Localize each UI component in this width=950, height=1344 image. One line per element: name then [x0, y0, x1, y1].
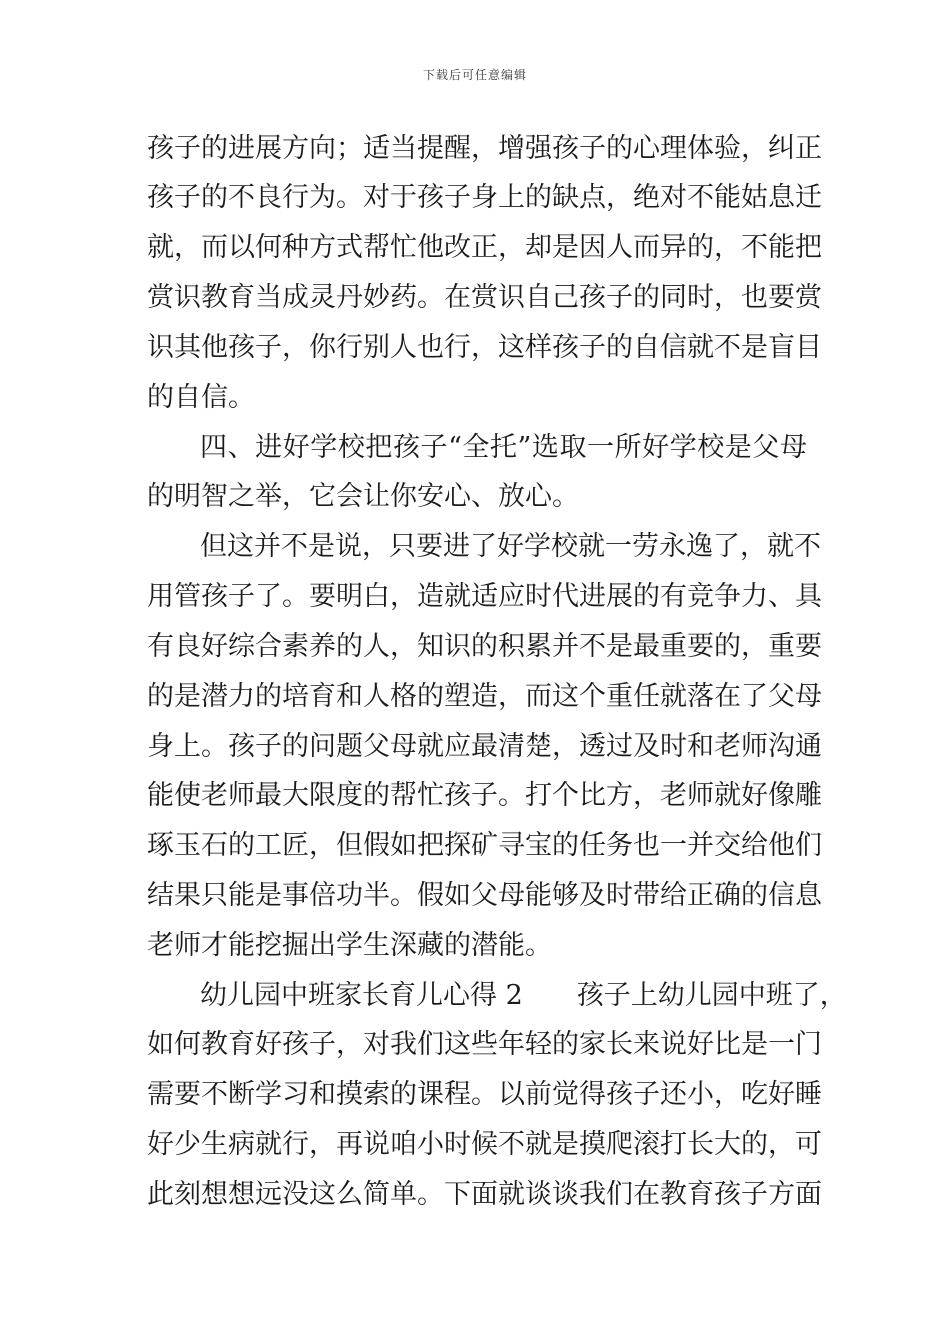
text-line: 身上。孩子的问题父母就应最清楚，透过及时和老师沟通	[147, 731, 822, 762]
text-line: 识其他孩子，你行别人也行，这样孩子的自信就不是盲目	[147, 332, 822, 363]
text-line: 好少生病就行，再说咱小时候不就是摸爬滚打长大的，可	[147, 1129, 822, 1160]
text-line: 就，而以何种方式帮忙他改正，却是因人而异的，不能把	[147, 232, 822, 263]
text-line: 用管孩子了。要明白，造就适应时代进展的有竞争力、具	[147, 581, 822, 612]
text-line: 但这并不是说，只要进了好学校就一劳永逸了，就不	[200, 531, 821, 562]
text-line: 幼儿园中班家长育儿心得 2 孩子上幼儿园中班了，	[200, 980, 847, 1011]
text-line: 四、进好学校把孩子“全托”选取一所好学校是父母	[200, 432, 807, 463]
text-line: 的自信。	[147, 382, 255, 413]
text-line: 如何教育好孩子，对我们这些年轻的家长来说好比是一门	[147, 1029, 822, 1060]
text-line: 此刻想想远没这么简单。下面就谈谈我们在教育孩子方面	[147, 1179, 822, 1210]
text-line: 老师才能挖掘出学生深藏的潜能。	[147, 930, 552, 961]
text-line: 能使老师最大限度的帮忙孩子。打个比方，老师就好像雕	[147, 780, 822, 811]
text-line: 孩子的不良行为。对于孩子身上的缺点，绝对不能姑息迁	[147, 182, 822, 213]
text-line: 孩子的进展方向；适当提醒，增强孩子的心理体验，纠正	[147, 133, 822, 164]
page-header: 下载后可任意编辑	[422, 68, 527, 82]
text-line: 赏识教育当成灵丹妙药。在赏识自己孩子的同时，也要赏	[147, 282, 822, 313]
text-line: 有良好综合素养的人，知识的积累并不是最重要的，重要	[147, 631, 822, 662]
text-line: 琢玉石的工匠，但假如把探矿寻宝的任务也一并交给他们	[147, 830, 822, 861]
text-line: 需要不断学习和摸索的课程。以前觉得孩子还小，吃好睡	[147, 1079, 822, 1110]
text-line: 结果只能是事倍功半。假如父母能够及时带给正确的信息	[147, 880, 822, 911]
text-line: 的是潜力的培育和人格的塑造，而这个重任就落在了父母	[147, 681, 822, 712]
text-line: 的明智之举，它会让你安心、放心。	[147, 481, 579, 512]
